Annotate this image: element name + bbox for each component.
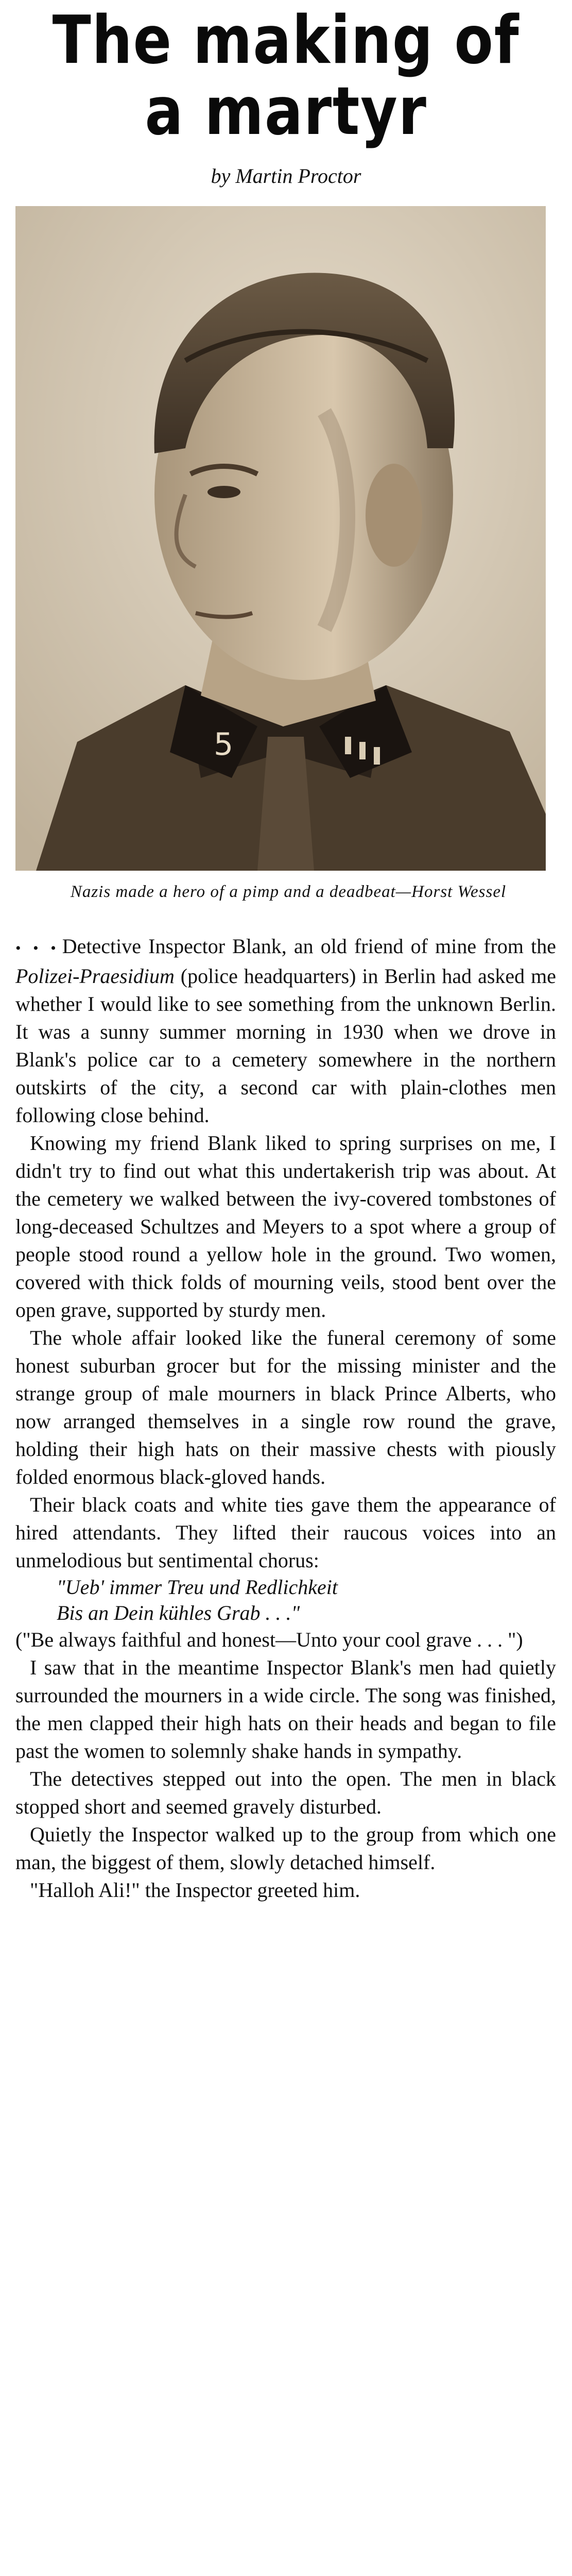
photo-caption: Nazis made a hero of a pimp and a deadbeat—Horst Wessel bbox=[70, 883, 507, 901]
headline-line-1: The making of bbox=[52, 2, 520, 79]
paragraph-6: The detectives stepped out into the open. The men in black stopped short and seemed gravely disturbed. bbox=[15, 1767, 556, 1818]
bullet-dingbats: • • • bbox=[15, 940, 59, 957]
portrait-illustration bbox=[15, 206, 546, 871]
paragraph-2: Knowing my friend Blank liked to spring surprises on me, I didn't try to find out what this undertakerish trip was about. At the cemetery we walked between the ivy-covered tombstones of long-deceased Schultzes and Meyers to a spot where a group of people stood round a yellow hole in the ground. Two women, covered with thick folds of mourning veils, stood bent over the open grave, supported by sturdy men. bbox=[15, 1131, 556, 1321]
paragraph-4: Their black coats and white ties gave them the appearance of hired attendants. They lifted their raucous voices into an unmelodious but sentimental chorus: bbox=[15, 1493, 556, 1572]
song-verse bbox=[57, 1574, 556, 1626]
paragraph-1-text-b: (police headquarters) in Berlin had asked me whether I would like to see something from the unknown Berlin. It was a sunny summer morning in 1930 when we drove in Blank's police car to a cemetery somewhere in the northern outskirts of the city, a second car with plain-clothes men following close behind. bbox=[15, 964, 556, 1127]
collar-number: 5 bbox=[214, 726, 234, 762]
paragraph-5: I saw that in the meantime Inspector Blank's men had quietly surrounded the mourners in a wide circle. The song was finished, the men clapped their high hats on their heads and began to file past the women to solemnly shake hands in sympathy. bbox=[15, 1656, 556, 1762]
paragraph-1 bbox=[15, 933, 556, 1129]
paragraph-7: Quietly the Inspector walked up to the group from which one man, the biggest of them, slowly detached himself. bbox=[15, 1823, 556, 1874]
paragraph-1-italic: Polizei-Praesidium bbox=[15, 964, 175, 988]
song-verse-line-2: Bis an Dein kühles Grab . . ." bbox=[57, 1601, 300, 1624]
headline-line-2: a martyr bbox=[145, 73, 427, 150]
paragraph-1-text-a: Detective Inspector Blank, an old friend of mine from the bbox=[62, 935, 556, 958]
song-translation: ("Be always faithful and honest—Unto your cool grave . . . ") bbox=[15, 1628, 523, 1651]
article-body bbox=[15, 933, 556, 1904]
paragraph-8: "Halloh Ali!" the Inspector greeted him. bbox=[30, 1878, 360, 1902]
byline: by Martin Proctor bbox=[211, 164, 361, 188]
portrait-photo bbox=[15, 206, 546, 871]
paragraph-3: The whole affair looked like the funeral ceremony of some honest suburban grocer but for the missing minister and the strange group of male mourners in black Prince Alberts, who now arranged themselves in a single row round the grave, holding their high hats on their massive chests with piously folded enormous black-gloved hands. bbox=[15, 1326, 556, 1488]
headline bbox=[40, 2, 532, 150]
song-verse-line-1: "Ueb' immer Treu und Redlichkeit bbox=[57, 1575, 338, 1599]
